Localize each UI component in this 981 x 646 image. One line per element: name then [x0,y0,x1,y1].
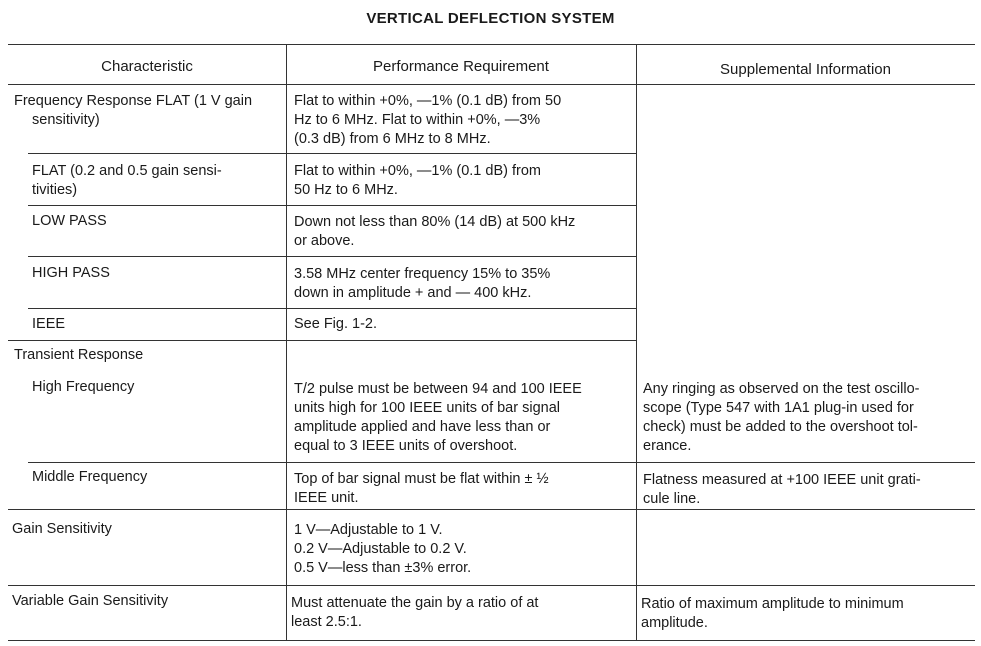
header-rule [8,84,975,85]
header-supplemental: Supplemental Information [720,61,891,78]
row-rule [28,462,975,463]
performance-cell: 3.58 MHz center frequency 15% to 35% down in amplitude + and — 400 kHz. [294,266,551,301]
row-rule [28,256,637,257]
performance-cell: Top of bar signal must be flat within ± ½ IEEE unit. [294,471,549,506]
column-divider [636,44,637,640]
supplemental-cell: Flatness measured at +100 IEEE unit grati- cule line. [643,472,921,507]
characteristic-cell: Middle Frequency [32,469,148,485]
characteristic-cell: Transient Response [14,347,144,363]
performance-cell: T/2 pulse must be between 94 and 100 IEEE units high for 100 IEEE units of bar signal amplitude applied and have less than or equal to 3 IEEE units of overshoot. [294,381,582,454]
supplemental-cell: Ratio of maximum amplitude to minimum amplitude. [641,596,904,631]
row-rule [28,308,637,309]
row-rule [8,509,975,510]
performance-cell: Must attenuate the gain by a ratio of at least 2.5:1. [291,595,539,630]
row-rule [28,205,637,206]
row-rule [28,153,637,154]
performance-cell: See Fig. 1-2. [294,316,378,332]
table-top-rule [8,44,975,45]
characteristic-cell: HIGH PASS [32,265,110,281]
characteristic-cell: LOW PASS [32,213,107,229]
characteristic-cell: Frequency Response FLAT (1 V gain sensitivity) [14,93,253,128]
performance-cell: Flat to within +0%, —1% (0.1 dB) from 50 Hz to 6 MHz. [294,163,541,198]
row-rule [8,340,637,341]
performance-cell: 1 V—Adjustable to 1 V. 0.2 V—Adjustable to 0.2 V. 0.5 V—less than ±3% error. [294,522,472,576]
supplemental-cell: Any ringing as observed on the test oscillo- scope (Type 547 with 1A1 plug-in used for check) must be added to the overshoot tol- erance. [643,381,920,454]
characteristic-cell: FLAT (0.2 and 0.5 gain sensi- tivities) [32,163,222,198]
row-rule [8,585,975,586]
column-divider [286,44,287,640]
performance-cell: Flat to within +0%, —1% (0.1 dB) from 50 Hz to 6 MHz. Flat to within +0%, —3% (0.3 dB) from 6 MHz to 8 MHz. [294,93,562,147]
page-title: VERTICAL DEFLECTION SYSTEM [366,10,615,27]
header-characteristic: Characteristic [101,58,193,75]
characteristic-cell: Variable Gain Sensitivity [12,593,169,609]
characteristic-cell: IEEE [32,316,66,332]
table-bottom-rule [8,640,975,641]
characteristic-cell: High Frequency [32,379,135,395]
header-performance: Performance Requirement [373,58,549,75]
characteristic-cell: Gain Sensitivity [12,521,112,537]
performance-cell: Down not less than 80% (14 dB) at 500 kHz or above. [294,214,576,249]
